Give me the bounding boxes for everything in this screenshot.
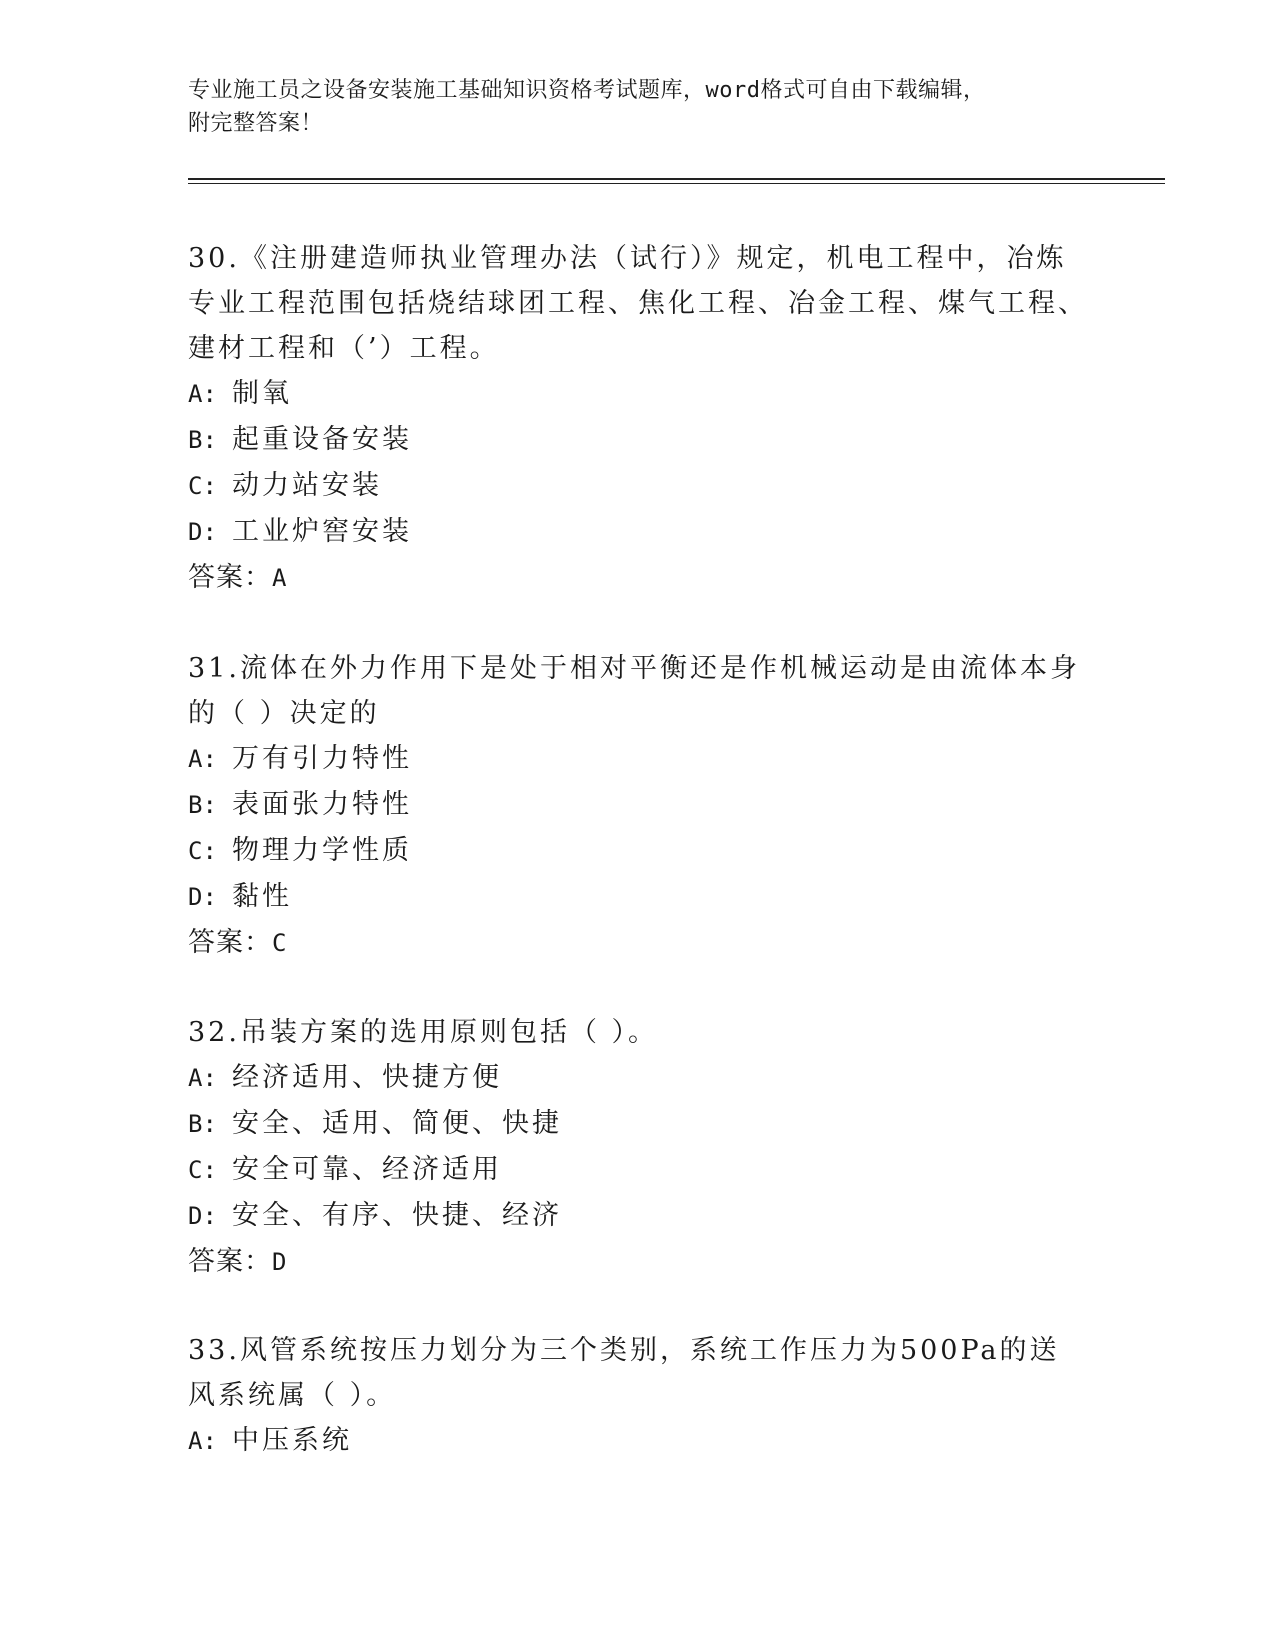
answer-line: [188, 555, 1088, 601]
option-letter: A:: [188, 1064, 217, 1092]
option-a: [188, 371, 1088, 417]
question-30: [188, 236, 1088, 601]
header-divider-thin: [188, 183, 1165, 184]
answer-line: [188, 1239, 1088, 1285]
answer-value: C: [272, 929, 288, 957]
option-text: 黏性: [232, 881, 292, 912]
option-text: 万有引力特性: [232, 743, 412, 774]
option-text: 制氧: [232, 378, 292, 409]
option-text: 表面张力特性: [232, 789, 412, 820]
option-text: 安全、适用、简便、快捷: [232, 1108, 562, 1139]
option-text: 经济适用、快捷方便: [232, 1062, 502, 1093]
question-31: [188, 646, 1088, 966]
option-b: [188, 1101, 1088, 1147]
option-text: 物理力学性质: [232, 835, 412, 866]
option-text: 中压系统: [232, 1425, 352, 1456]
option-text: 安全可靠、经济适用: [232, 1154, 502, 1185]
header-divider: [188, 178, 1165, 180]
option-letter: B:: [188, 1110, 217, 1138]
option-c: [188, 1147, 1088, 1193]
option-text: 动力站安装: [232, 470, 382, 501]
option-letter: B:: [188, 791, 217, 819]
option-d: [188, 1193, 1088, 1239]
option-letter: A:: [188, 1427, 217, 1455]
option-text: 安全、有序、快捷、经济: [232, 1200, 562, 1231]
answer-label: 答案：: [188, 927, 272, 958]
option-letter: C:: [188, 1156, 217, 1184]
header-line-1: 专业施工员之设备安装施工基础知识资格考试题库，word格式可自由下载编辑，: [188, 78, 986, 103]
question-33: [188, 1328, 1088, 1464]
question-stem: 30.《注册建造师执业管理办法（试行）》规定，机电工程中，冶炼专业工程范围包括烧结球团工程、焦化工程、冶金工程、煤气工程、建材工程和（’）工程。: [188, 243, 1088, 364]
option-letter: A:: [188, 380, 217, 408]
answer-label: 答案：: [188, 1246, 272, 1277]
question-stem: 31.流体在外力作用下是处于相对平衡还是作机械运动是由流体本身的（ ）决定的: [188, 653, 1080, 729]
answer-line: [188, 920, 1088, 966]
option-text: 工业炉窖安装: [232, 516, 412, 547]
option-c: [188, 463, 1088, 509]
answer-value: D: [272, 1248, 288, 1276]
option-text: 起重设备安装: [232, 424, 412, 455]
option-a: [188, 736, 1088, 782]
question-stem: 33.风管系统按压力划分为三个类别，系统工作压力为500Pa的送风系统属（ ）。: [188, 1335, 1060, 1411]
option-letter: D:: [188, 883, 217, 911]
answer-value: A: [272, 564, 288, 592]
option-d: [188, 509, 1088, 555]
option-letter: D:: [188, 518, 217, 546]
document-header: [188, 74, 1088, 140]
answer-label: 答案：: [188, 562, 272, 593]
option-letter: C:: [188, 472, 217, 500]
option-a: [188, 1055, 1088, 1101]
option-c: [188, 828, 1088, 874]
question-32: [188, 1010, 1088, 1285]
option-letter: D:: [188, 1202, 217, 1230]
option-letter: C:: [188, 837, 217, 865]
header-line-2: 附完整答案！: [188, 111, 324, 136]
option-b: [188, 417, 1088, 463]
option-a: [188, 1418, 1088, 1464]
option-d: [188, 874, 1088, 920]
option-letter: A:: [188, 745, 217, 773]
option-letter: B:: [188, 426, 217, 454]
question-stem: 32.吊装方案的选用原则包括（ ）。: [188, 1017, 659, 1048]
option-b: [188, 782, 1088, 828]
